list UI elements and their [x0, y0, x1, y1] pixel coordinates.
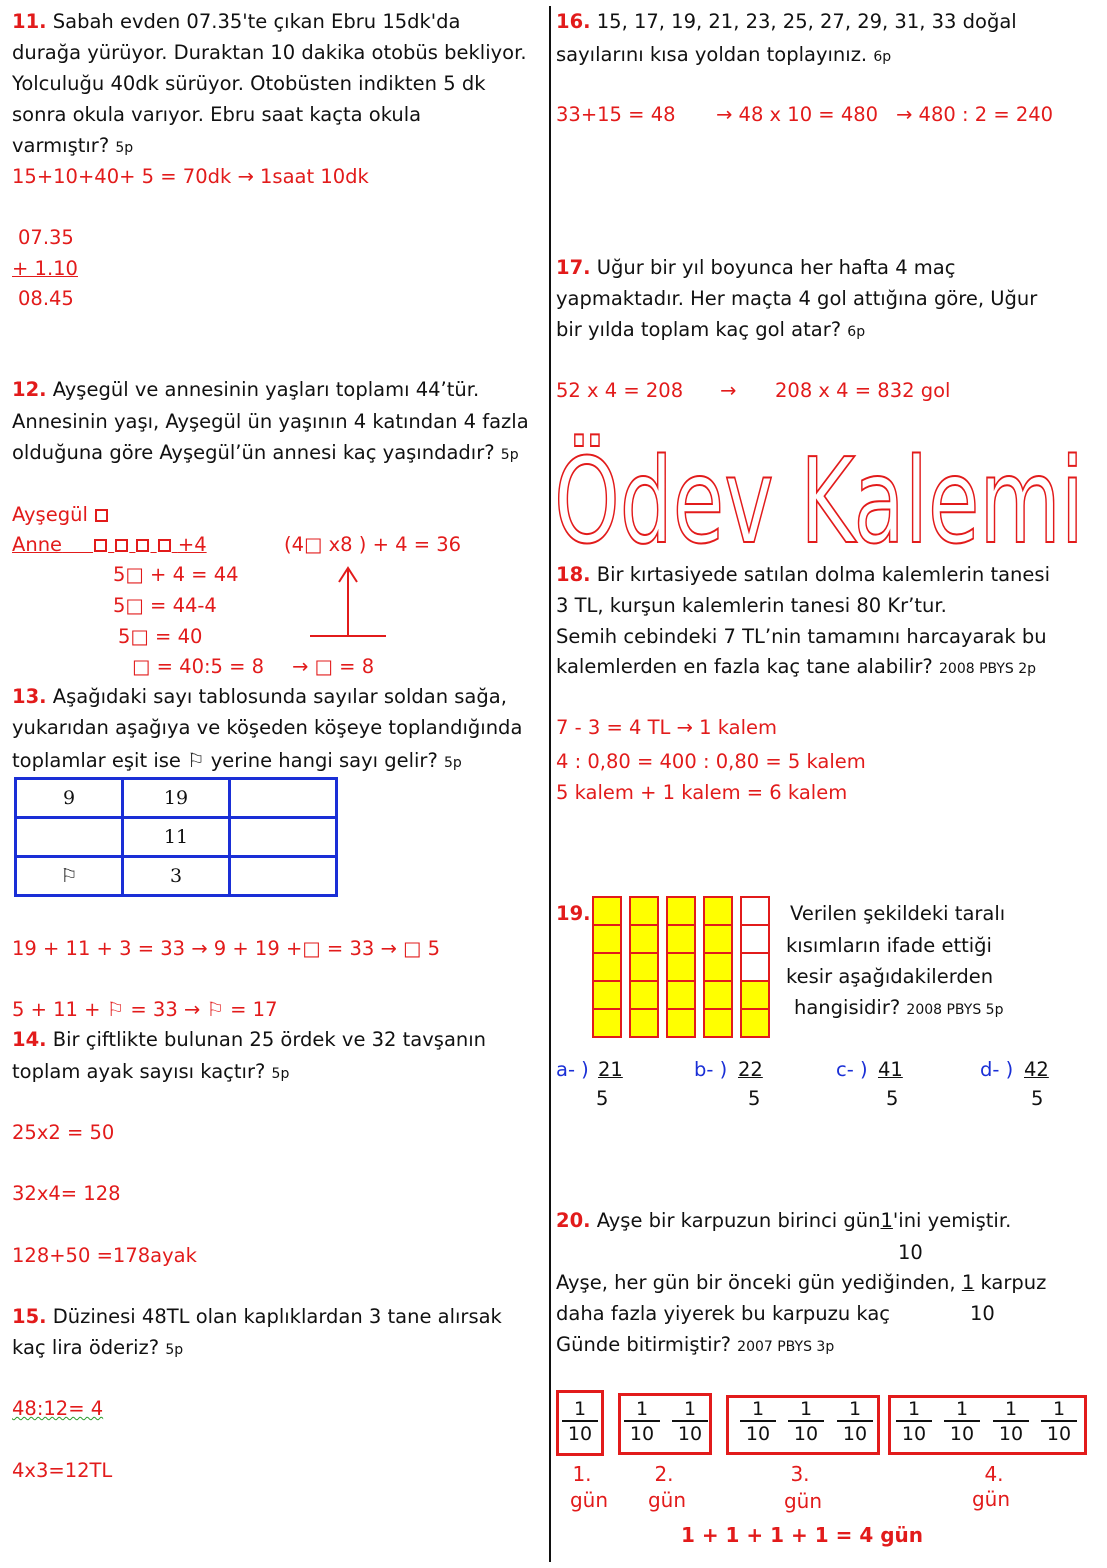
- unit-box: [158, 539, 171, 552]
- fraction-numerator: 1: [896, 1398, 932, 1422]
- addition-result: 08.45: [18, 287, 74, 310]
- question-text: 'ini yemiştir.: [892, 1209, 1012, 1232]
- question-number: 19.: [556, 902, 591, 925]
- day-label-number: 2.: [654, 1462, 674, 1486]
- fraction-denominator: 10: [629, 1423, 655, 1445]
- points: 6p: [873, 49, 892, 65]
- unit-box: [136, 539, 149, 552]
- answer-line: 4 : 0,80 = 400 : 0,80 = 5 kalem: [556, 750, 866, 773]
- option-denominator: 5: [748, 1087, 761, 1110]
- question-number: 14.: [12, 1028, 47, 1051]
- question-text: toplam ayak sayısı kaçtır?: [12, 1060, 266, 1083]
- question-text: varmıştır?: [12, 134, 110, 157]
- option-label: a- ): [556, 1058, 589, 1081]
- day-label-number: 4.: [984, 1462, 1004, 1486]
- label-aysegul: Ayşegül: [12, 503, 88, 526]
- shaded-cell: [630, 981, 658, 1009]
- points: 2008 PBYS 2p: [939, 661, 1037, 677]
- shaded-cell: [704, 925, 732, 953]
- question-text: Aşağıdaki sayı tablosunda sayılar soldan sağa,: [52, 685, 507, 708]
- label-anne: Anne: [12, 533, 63, 556]
- plus-four: +4: [177, 533, 207, 556]
- fraction-denominator: 10: [949, 1423, 975, 1445]
- shaded-cell: [667, 897, 695, 925]
- fraction-denominator: 10: [901, 1423, 927, 1445]
- shaded-cell: [704, 1009, 732, 1037]
- option-label: b- ): [694, 1058, 728, 1081]
- question-number: 15.: [12, 1305, 47, 1328]
- fraction-numerator: 1: [944, 1398, 980, 1422]
- shaded-cell: [667, 1009, 695, 1037]
- question-text: Ayşegül ve annesinin yaşları toplamı 44’tür.: [52, 378, 480, 401]
- check-equation: (4□ x8 ) + 4 = 36: [284, 533, 462, 556]
- fraction-numerator: 1: [788, 1398, 824, 1422]
- table-cell: ⚐: [16, 857, 123, 896]
- shaded-cell: [704, 953, 732, 981]
- fraction-numerator: 1: [837, 1398, 873, 1422]
- fraction-denominator: 10: [567, 1423, 593, 1445]
- shaded-cell: [667, 953, 695, 981]
- answer-arrow: →: [720, 379, 737, 402]
- answer-line: → 480 : 2 = 240: [896, 103, 1054, 126]
- fraction-denominator: 10: [677, 1423, 703, 1445]
- addition-middle: + 1.10: [12, 257, 78, 280]
- solution-step: 5□ = 44-4: [113, 594, 217, 617]
- points: 5p: [115, 140, 134, 156]
- fraction-numerator: 1: [1041, 1398, 1077, 1422]
- points: 2008 PBYS 5p: [906, 1002, 1004, 1018]
- question-text: bir yılda toplam kaç gol atar?: [556, 318, 842, 341]
- shaded-cell: [630, 925, 658, 953]
- shaded-cell: [741, 981, 769, 1009]
- shaded-cell: [741, 1009, 769, 1037]
- question-number: 17.: [556, 256, 591, 279]
- fraction-numerator: 1: [880, 1209, 893, 1232]
- points: 5p: [271, 1066, 290, 1082]
- fraction-numerator: 1: [993, 1398, 1029, 1422]
- question-number: 13.: [12, 685, 47, 708]
- option-denominator: 5: [1031, 1087, 1044, 1110]
- unit-box: [94, 539, 107, 552]
- answer-line: 128+50 =178ayak: [12, 1244, 197, 1267]
- unit-box: [115, 539, 128, 552]
- table-row: [16, 779, 337, 818]
- answer-line: 32x4= 128: [12, 1182, 121, 1205]
- question-number: 11.: [12, 10, 47, 33]
- number-table: [14, 777, 338, 897]
- points: 6p: [847, 324, 866, 340]
- question-text: Bir çiftlikte bulunan 25 ördek ve 32 tavşanın: [52, 1028, 487, 1051]
- addition-top: 07.35: [18, 226, 74, 249]
- unit-fraction: [896, 1398, 932, 1446]
- question-text: Uğur bir yıl boyunca her hafta 4 maç: [596, 256, 956, 279]
- empty-cell: [741, 953, 769, 981]
- shaded-fraction-figure: [592, 896, 772, 1038]
- shaded-cell: [667, 925, 695, 953]
- question-text: Sabah evden 07.35'te çıkan Ebru 15dk'da: [52, 10, 461, 33]
- points: 5p: [500, 447, 519, 463]
- answer-line: → 48 x 10 = 480: [716, 103, 879, 126]
- unit-fraction: [672, 1398, 708, 1446]
- unit-fraction: [837, 1398, 873, 1446]
- shaded-cell: [630, 897, 658, 925]
- question-number: 20.: [556, 1209, 591, 1232]
- table-cell: 3: [123, 857, 230, 896]
- fraction-denominator: 10: [898, 1241, 923, 1264]
- question-text: daha fazla yiyerek bu karpuzu kaç: [556, 1302, 891, 1325]
- question-text: Günde bitirmiştir?: [556, 1333, 731, 1356]
- day-label-number: 1.: [572, 1462, 592, 1486]
- unit-fraction: [562, 1398, 598, 1446]
- option-numerator: 21: [598, 1058, 623, 1081]
- question-text: Bir kırtasiyede satılan dolma kalemlerin tanesi: [596, 563, 1050, 586]
- answer-line: 25x2 = 50: [12, 1121, 115, 1144]
- fraction-numerator: 1: [672, 1398, 708, 1422]
- question-text: sayılarını kısa yoldan toplayınız.: [556, 43, 868, 66]
- answer-line: 52 x 4 = 208: [556, 379, 684, 402]
- solution-step: 5□ = 40: [118, 625, 203, 648]
- question-text: durağa yürüyor. Duraktan 10 dakika otobüs bekliyor.: [12, 41, 527, 64]
- answer-line: 19 + 11 + 3 = 33 → 9 + 19 +□ = 33 → □ 5: [12, 937, 441, 960]
- solution-step: 5□ + 4 = 44: [113, 563, 239, 586]
- table-cell: [230, 818, 337, 857]
- question-text: toplamlar eşit ise ⚐ yerine hangi sayı gelir?: [12, 749, 438, 772]
- odev-kalemi-logo: [552, 420, 1092, 560]
- question-text: sonra okula varıyor. Ebru saat kaçta okula: [12, 103, 422, 126]
- total-days: 1 + 1 + 1 + 1 = 4 gün: [680, 1523, 924, 1547]
- shaded-cell: [630, 953, 658, 981]
- question-number: 12.: [12, 378, 47, 401]
- unit-fraction: [624, 1398, 660, 1446]
- answer-line: 7 - 3 = 4 TL → 1 kalem: [556, 716, 778, 739]
- unit-box: [95, 509, 108, 522]
- fraction-denominator: 10: [998, 1423, 1024, 1445]
- fraction-denominator: 10: [1046, 1423, 1072, 1445]
- table-cell: [16, 818, 123, 857]
- shaded-cell: [704, 897, 732, 925]
- unit-fraction: [944, 1398, 980, 1446]
- points: 5p: [444, 755, 462, 771]
- fraction-numerator: 1: [961, 1271, 975, 1294]
- day-label-number: 3.: [790, 1462, 810, 1486]
- fraction-denominator: 10: [970, 1302, 995, 1325]
- points: 5p: [165, 1342, 184, 1358]
- unit-fraction: [740, 1398, 776, 1446]
- shaded-cell: [667, 981, 695, 1009]
- option-numerator: 22: [738, 1058, 763, 1081]
- table-cell: 9: [16, 779, 123, 818]
- option-numerator: 42: [1024, 1058, 1049, 1081]
- arrow-up-icon: [308, 562, 388, 642]
- empty-cell: [741, 897, 769, 925]
- fraction-denominator: 10: [745, 1423, 771, 1445]
- question-text: 3 TL, kurşun kalemlerin tanesi 80 Kr’tur.: [556, 594, 947, 617]
- unit-fraction: [993, 1398, 1029, 1446]
- day-label-text: gün: [971, 1487, 1011, 1511]
- question-text: karpuz: [980, 1271, 1047, 1294]
- unit-fraction: [1041, 1398, 1077, 1446]
- day-label-text: gün: [569, 1488, 609, 1512]
- answer-line: 48:12= 4: [12, 1397, 104, 1420]
- option-numerator: 41: [878, 1058, 903, 1081]
- question-text: kesir aşağıdakilerden: [786, 965, 994, 988]
- question-text: olduğuna göre Ayşegül’ün annesi kaç yaşındadır?: [12, 441, 495, 464]
- answer-line: 4x3=12TL: [12, 1459, 113, 1482]
- table-cell: 19: [123, 779, 230, 818]
- question-text: 15, 17, 19, 21, 23, 25, 27, 29, 31, 33 doğal: [596, 10, 1017, 33]
- table-cell: [230, 857, 337, 896]
- table-row: [16, 818, 337, 857]
- question-text: yapmaktadır. Her maçta 4 gol attığına göre, Uğur: [556, 287, 1038, 310]
- question-number: 18.: [556, 563, 591, 586]
- answer-line: 33+15 = 48: [556, 103, 676, 126]
- day-label-text: gün: [783, 1489, 823, 1513]
- day-label-text: gün: [647, 1488, 687, 1512]
- fraction-numerator: 1: [624, 1398, 660, 1422]
- shaded-cell: [593, 981, 621, 1009]
- solution-step: □ = 40:5 = 8: [132, 655, 265, 678]
- shaded-cell: [593, 1009, 621, 1037]
- table-row: [16, 857, 337, 896]
- answer-line: 15+10+40+ 5 = 70dk → 1saat 10dk: [12, 165, 369, 188]
- question-text: Annesinin yaşı, Ayşegül ün yaşının 4 katından 4 fazla: [12, 410, 529, 433]
- shaded-cell: [593, 925, 621, 953]
- fraction-numerator: 1: [740, 1398, 776, 1422]
- option-denominator: 5: [886, 1087, 899, 1110]
- shaded-cell: [704, 981, 732, 1009]
- shaded-cell: [630, 1009, 658, 1037]
- question-text: Verilen şekildeki taralı: [790, 902, 1006, 925]
- fraction-denominator: 10: [842, 1423, 868, 1445]
- question-text: Semih cebindeki 7 TL’nin tamamını harcayarak bu: [556, 625, 1047, 648]
- solution-result: → □ = 8: [292, 655, 375, 678]
- question-text: Ayşe bir karpuzun birinci gün: [596, 1209, 881, 1232]
- answer-line: 5 + 11 + ⚐ = 33 → ⚐ = 17: [12, 998, 278, 1021]
- empty-cell: [741, 925, 769, 953]
- question-text: Ayşe, her gün bir önceki gün yediğinden,: [556, 1271, 956, 1294]
- logo-text: Ödev Kalemi: [554, 432, 1084, 560]
- table-cell: 11: [123, 818, 230, 857]
- question-text: Düzinesi 48TL olan kaplıklardan 3 tane alırsak: [52, 1305, 502, 1328]
- option-label: d- ): [980, 1058, 1014, 1081]
- question-text: hangisidir?: [794, 996, 901, 1019]
- answer-line: 5 kalem + 1 kalem = 6 kalem: [556, 781, 848, 804]
- fraction-numerator: 1: [562, 1398, 598, 1422]
- column-divider: [549, 6, 551, 1562]
- answer-line: 208 x 4 = 832 gol: [775, 379, 951, 402]
- question-text: kalemlerden en fazla kaç tane alabilir?: [556, 655, 933, 678]
- points: 2007 PBYS 3p: [737, 1339, 835, 1355]
- question-number: 16.: [556, 10, 591, 33]
- shaded-cell: [593, 897, 621, 925]
- unit-fraction: [788, 1398, 824, 1446]
- question-text: kaç lira öderiz?: [12, 1336, 160, 1359]
- option-label: c- ): [836, 1058, 868, 1081]
- table-cell: [230, 779, 337, 818]
- question-text: Yolculuğu 40dk sürüyor. Otobüsten indikten 5 dk: [12, 72, 486, 95]
- fraction-denominator: 10: [793, 1423, 819, 1445]
- question-text: yukarıdan aşağıya ve köşeden köşeye toplandığında: [12, 716, 523, 739]
- option-denominator: 5: [596, 1087, 609, 1110]
- shaded-cell: [593, 953, 621, 981]
- question-text: kısımların ifade ettiği: [786, 934, 992, 957]
